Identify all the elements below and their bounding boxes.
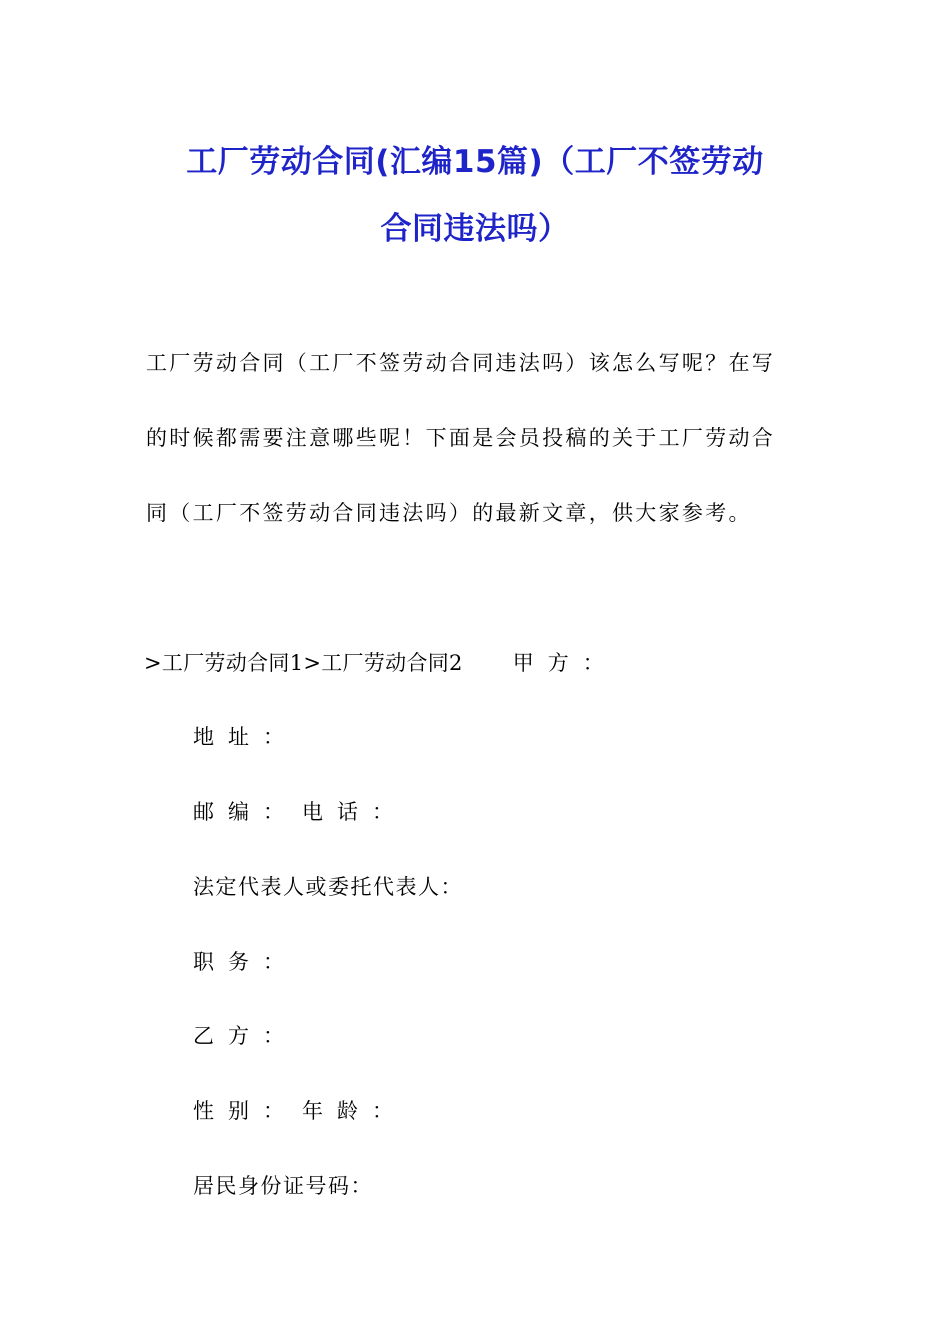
document-title-line-1: 工厂劳动合同(汇编15篇)（工厂不签劳动 — [186, 144, 764, 180]
party-a-label: 甲方： — [512, 651, 618, 675]
intro-paragraph-line-3: 同（工厂不签劳动合同违法吗）的最新文章，供大家参考。 — [146, 501, 752, 525]
id-number-label: 居民身份证号码： — [193, 1174, 373, 1198]
gender-label: 性别： — [193, 1099, 298, 1123]
zip-code-label: 邮编： — [193, 800, 298, 824]
age-label: 年龄： — [302, 1099, 407, 1123]
intro-paragraph-line-1: 工厂劳动合同（工厂不签劳动合同违法吗）该怎么写呢？在写 — [146, 351, 776, 375]
zip-phone-line — [193, 796, 407, 826]
legal-representative-label: 法定代表人或委托代表人： — [193, 875, 463, 899]
position-label: 职务： — [193, 950, 298, 974]
gender-age-line — [193, 1095, 407, 1125]
contract-links-line — [144, 647, 618, 677]
intro-paragraph-line-2: 的时候都需要注意哪些呢！下面是会员投稿的关于工厂劳动合 — [146, 426, 776, 450]
phone-label: 电话： — [302, 800, 407, 824]
party-b-label: 乙方： — [193, 1024, 298, 1048]
document-title-line-2: 合同违法吗） — [380, 211, 570, 247]
address-field-label: 地址： — [193, 725, 298, 749]
contract-link-2[interactable]: >工厂劳动合同2 — [303, 651, 463, 675]
contract-link-1[interactable]: >工厂劳动合同1 — [144, 651, 304, 675]
